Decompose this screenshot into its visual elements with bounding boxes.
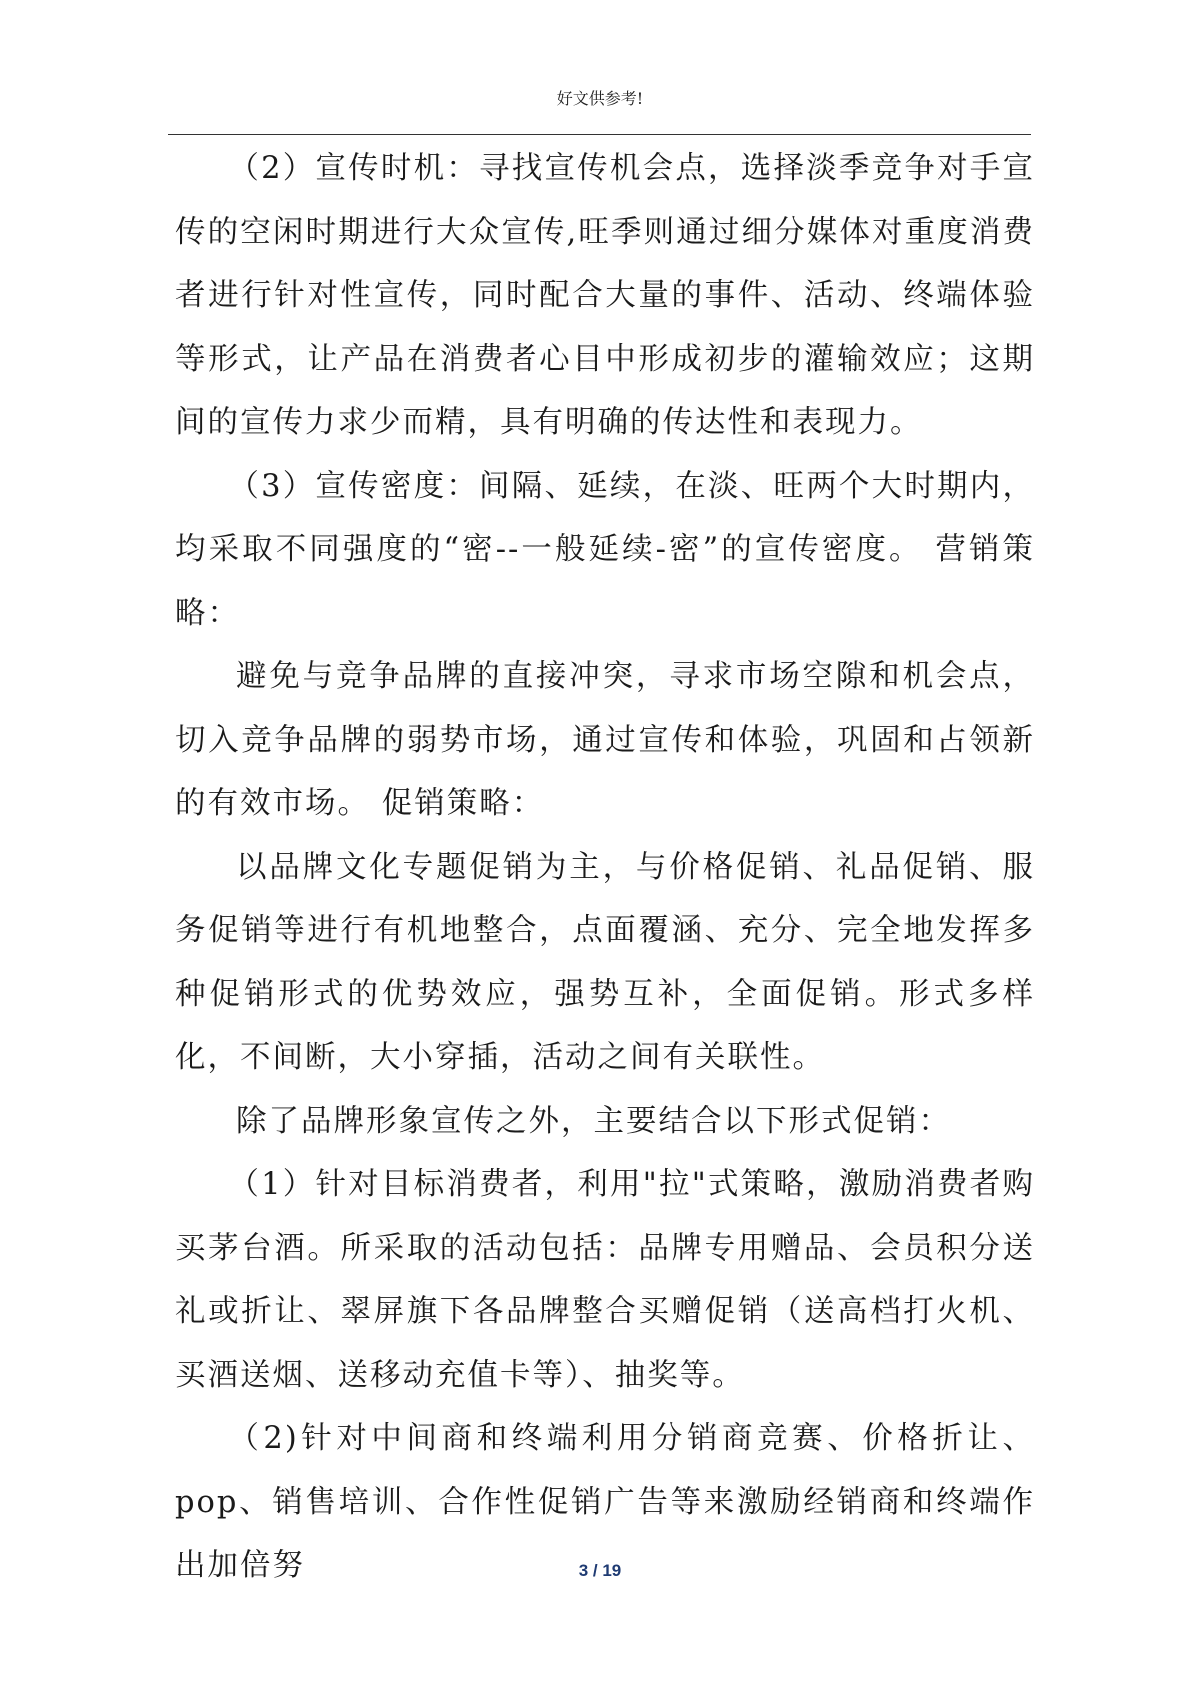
paragraph-publicity-timing: （2）宣传时机：寻找宣传机会点，选择淡季竞争对手宣传的空闲时期进行大众宣传,旺季则通过细分媒体对重度消费者进行针对性宣传，同时配合大量的事件、活动、终端体验等形式，让产品在消费者心目中形成初步的灌输效应；这期间的宣传力求少而精，具有明确的传达性和表现力。 — [175, 151, 1035, 440]
page-header: 好文供参考! — [556, 89, 644, 108]
paragraph-consumer-promotion: （1）针对目标消费者，利用"拉"式策略，激励消费者购买茅台酒。所采取的活动包括：品牌专用赠品、会员积分送礼或折让、翠屏旗下各品牌整合买赠促销（送高档打火机、买酒送烟、送移动充值卡等）、抽奖等。 — [175, 1167, 1035, 1393]
page-number: 3 / 19 — [578, 1561, 622, 1580]
paragraph-marketing-strategy: 避免与竞争品牌的直接冲突，寻求市场空隙和机会点，切入竞争品牌的弱势市场，通过宣传和体验，巩固和占领新的有效市场。 促销策略： — [175, 659, 1035, 821]
paragraph-dealer-promotion: （2)针对中间商和终端利用分销商竞赛、价格折让、pop、销售培训、合作性促销广告等来激励经销商和终端作出加倍努 — [175, 1421, 1035, 1583]
paragraph-publicity-density: （3）宣传密度：间隔、延续，在淡、旺两个大时期内，均采取不同强度的“密--一般延续-密”的宣传密度。 营销策略： — [175, 468, 1035, 631]
header-divider — [168, 134, 1031, 135]
paragraph-promotion-forms: 除了品牌形象宣传之外，主要结合以下形式促销： — [236, 1103, 951, 1139]
paragraph-promotion-strategy: 以品牌文化专题促销为主，与价格促销、礼品促销、服务促销等进行有机地整合，点面覆涵、充分、完全地发挥多种促销形式的优势效应，强势互补，全面促销。形式多样化，不间断，大小穿插，活动之间有关联性。 — [175, 849, 1035, 1075]
document-body — [175, 137, 1035, 1598]
